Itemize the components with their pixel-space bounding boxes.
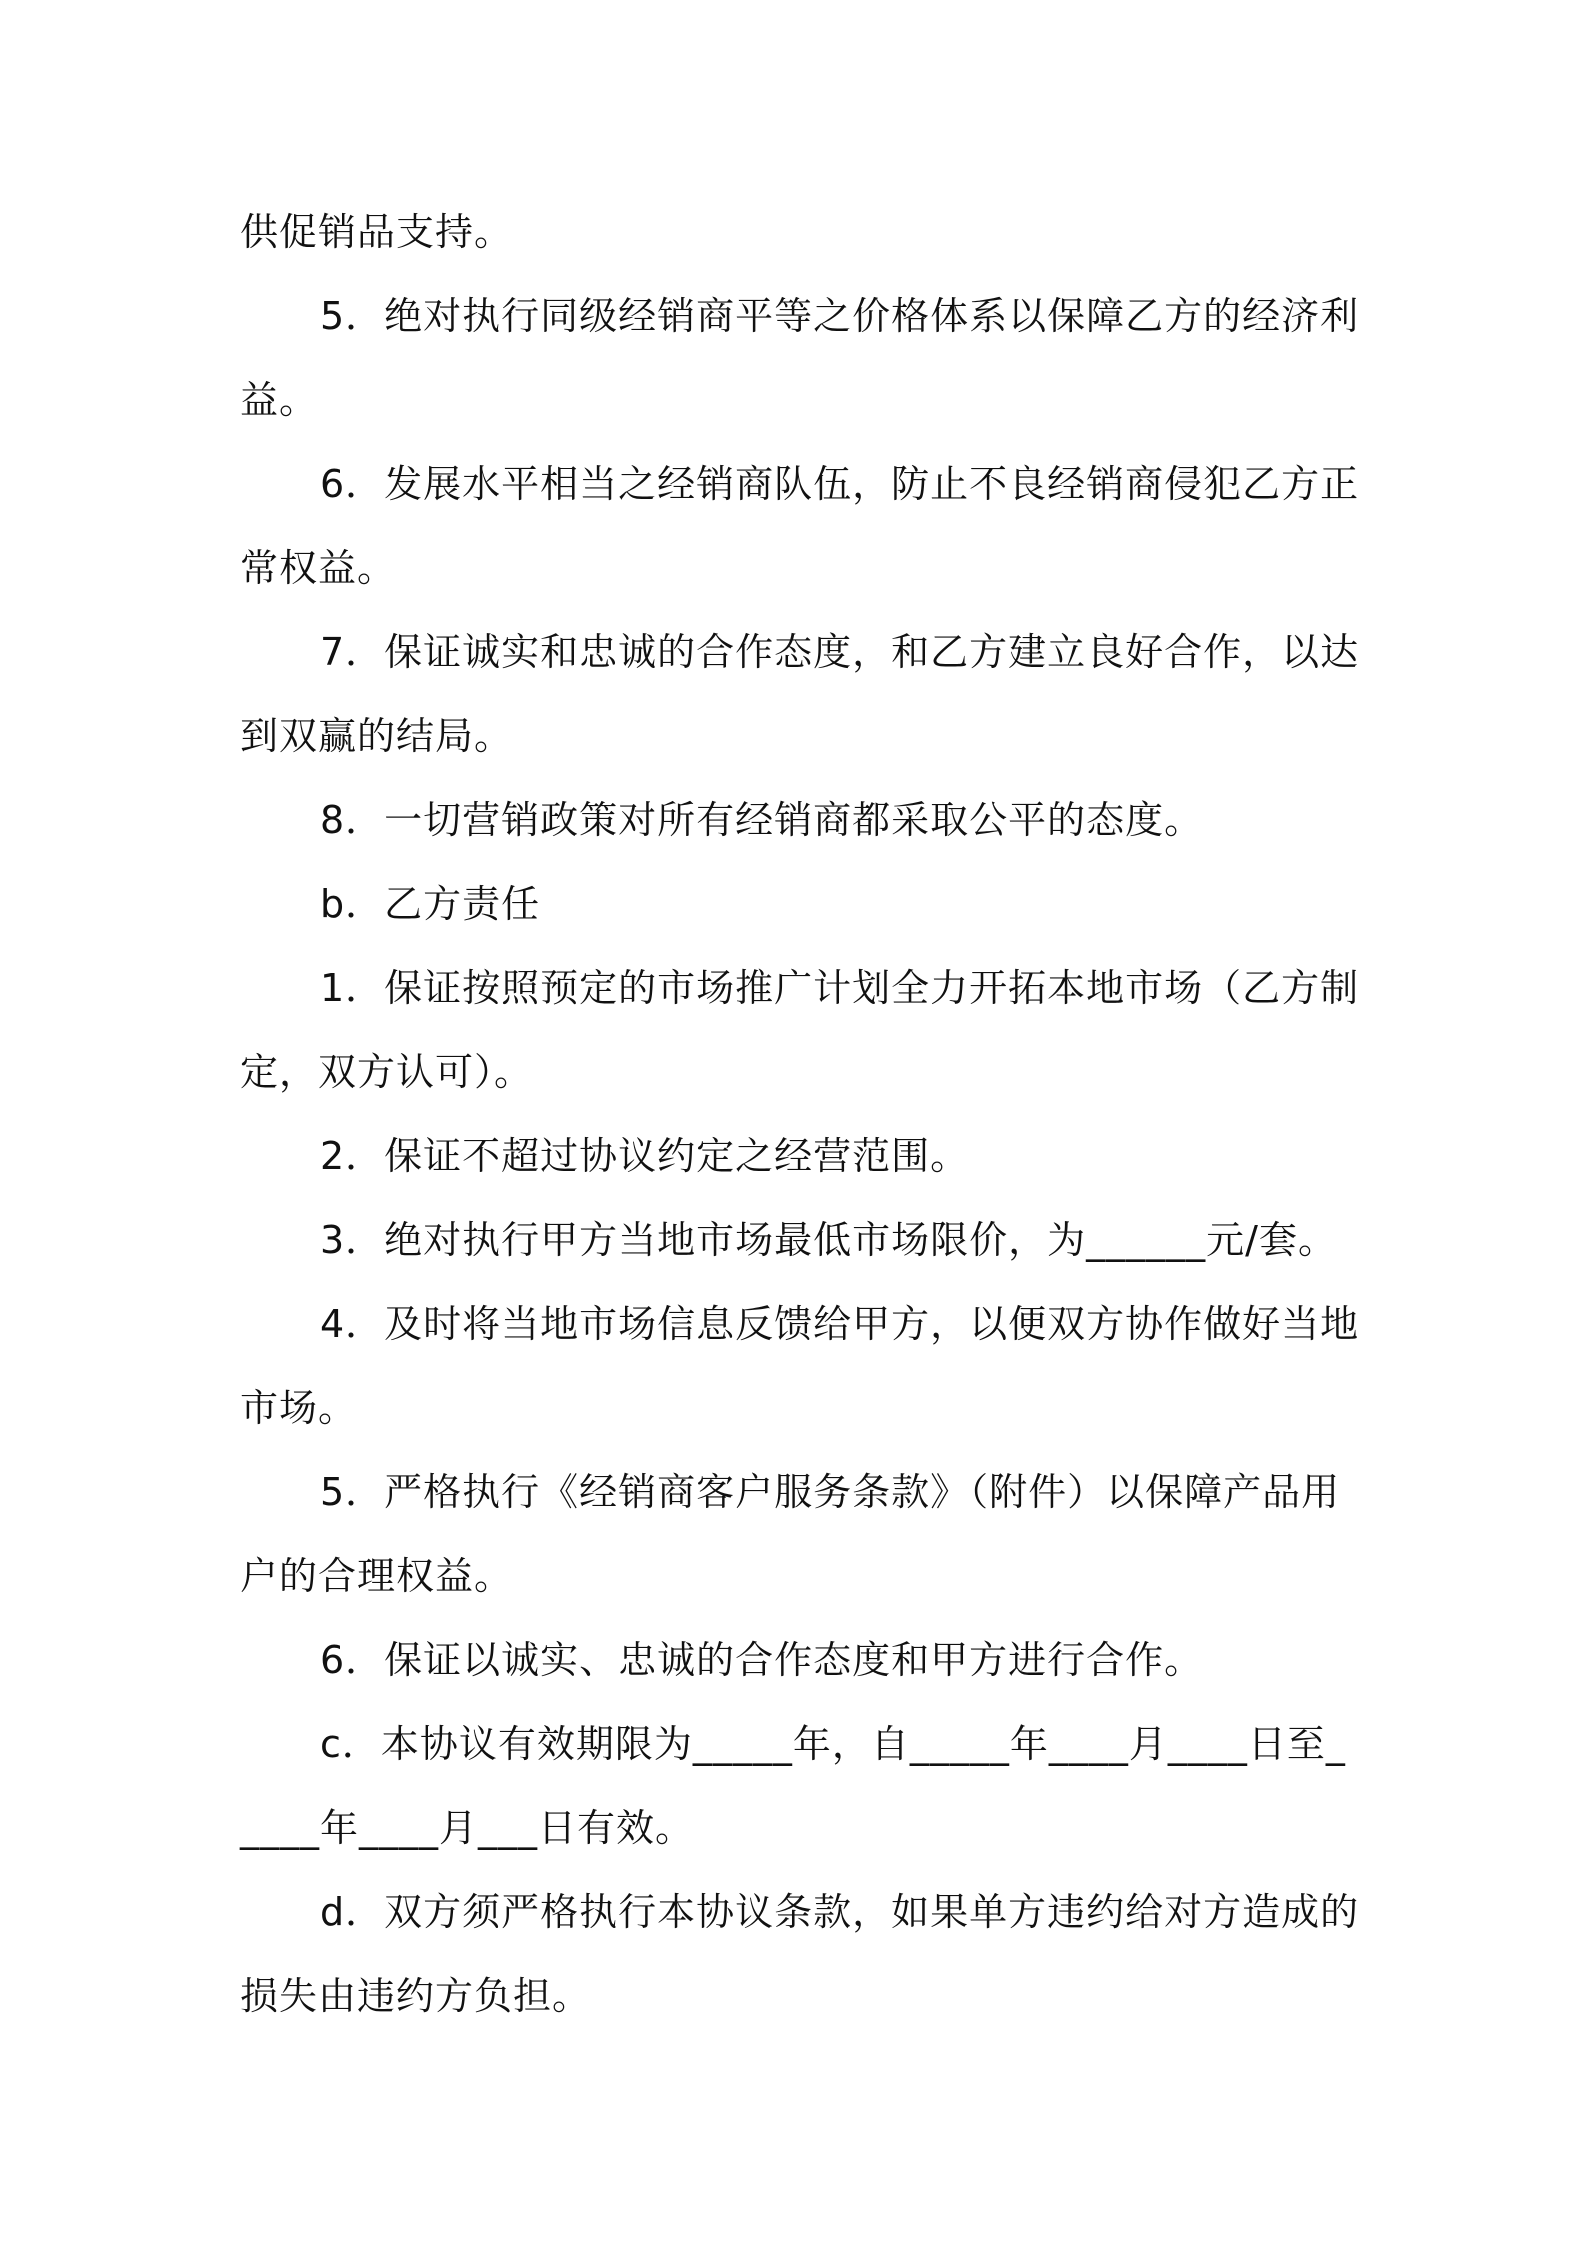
document-body <box>240 190 1360 2038</box>
paragraph-party-b-item-3: 3．绝对执行甲方当地市场最低市场限价，为______元/套。 <box>320 1218 1337 1262</box>
paragraph-continuation: 供促销品支持。 <box>240 210 514 254</box>
paragraph-party-a-item-5: 5．绝对执行同级经销商平等之价格体系以保障乙方的经济利益。 <box>240 294 1360 422</box>
paragraph-party-a-item-6: 6．发展水平相当之经销商队伍，防止不良经销商侵犯乙方正常权益。 <box>240 462 1360 590</box>
paragraph-party-b-item-5: 5．严格执行《经销商客户服务条款》（附件）以保障产品用户的合理权益。 <box>240 1470 1341 1598</box>
paragraph-party-b-item-1: 1．保证按照预定的市场推广计划全力开拓本地市场（乙方制定，双方认可）。 <box>240 966 1360 1094</box>
paragraph-party-b-item-6: 6．保证以诚实、忠诚的合作态度和甲方进行合作。 <box>320 1638 1204 1682</box>
paragraph-breach-liability: d．双方须严格执行本协议条款，如果单方违约给对方造成的损失由违约方负担。 <box>240 1890 1360 2018</box>
paragraph-party-b-item-4: 4．及时将当地市场信息反馈给甲方，以便双方协作做好当地市场。 <box>240 1302 1360 1430</box>
paragraph-party-b-item-2: 2．保证不超过协议约定之经营范围。 <box>320 1134 970 1178</box>
section-heading-party-b: b．乙方责任 <box>320 882 541 926</box>
paragraph-party-a-item-8: 8．一切营销政策对所有经销商都采取公平的态度。 <box>320 798 1204 842</box>
paragraph-validity-period: c．本协议有效期限为_____年，自_____年____月____日至_____年____月___日有效。 <box>240 1722 1346 1850</box>
paragraph-party-a-item-7: 7．保证诚实和忠诚的合作态度，和乙方建立良好合作，以达到双赢的结局。 <box>240 630 1360 758</box>
